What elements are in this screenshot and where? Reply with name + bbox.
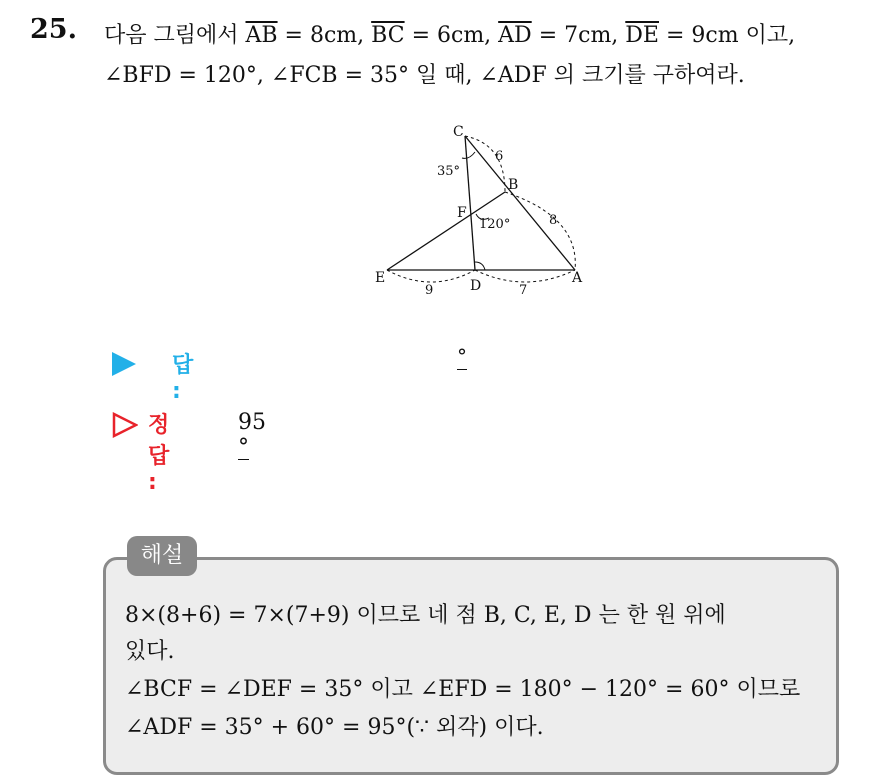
point-d-label: D bbox=[470, 278, 482, 294]
angle-mark-d bbox=[475, 262, 485, 270]
segment-ad-value: = 7cm, bbox=[531, 23, 626, 48]
point-f-label: F bbox=[457, 205, 467, 221]
dashed-arc-ed bbox=[387, 270, 475, 282]
correct-answer-label: 정답 : bbox=[148, 413, 170, 495]
geometry-svg bbox=[365, 122, 605, 297]
label-da-length: 7 bbox=[519, 283, 528, 297]
explanation-line: 8×(8+6) = 7×(7+9) 이므로 네 점 B, C, E, D 는 한 원 위에 bbox=[125, 603, 726, 628]
question-number: 25. bbox=[30, 14, 77, 45]
segment-bc: $\overline{BC}$ bbox=[371, 23, 405, 48]
segment-ab: $\overline{AB}$ bbox=[245, 23, 278, 48]
question-prefix: 다음 그림에서 bbox=[104, 23, 246, 48]
answer-blank-input[interactable]: ° bbox=[457, 344, 467, 368]
label-ba-length: 8 bbox=[549, 213, 558, 228]
label-angle-f: 120° bbox=[479, 217, 511, 232]
explanation-line: ∠ADF = 35° + 60° = 95°(∵ 외각) 이다. bbox=[125, 715, 544, 740]
label-angle-c: 35° bbox=[437, 164, 461, 179]
segment-ad: $\overline{AD}$ bbox=[498, 23, 532, 48]
label-bc-length: 6 bbox=[495, 149, 504, 164]
point-b-label: B bbox=[508, 177, 519, 193]
answer-label: 답 : bbox=[172, 353, 194, 404]
question-text-line2: ∠BFD = 120°, ∠FCB = 35° 일 때, ∠ADF 의 크기를 구하여라. bbox=[104, 63, 745, 88]
line-ca bbox=[465, 136, 575, 270]
label-ed-length: 9 bbox=[425, 283, 434, 297]
correct-arrow-icon bbox=[112, 412, 138, 438]
explanation-line: 있다. bbox=[125, 639, 175, 664]
correct-answer-value bbox=[238, 410, 266, 460]
line-cd bbox=[465, 136, 475, 270]
segment-bc-value: = 6cm, bbox=[404, 23, 499, 48]
question-text-line1 bbox=[104, 18, 795, 49]
segment-de-value: = 9cm 이고, bbox=[659, 23, 796, 48]
answer-arrow-icon bbox=[112, 352, 136, 376]
correct-answer-unit: ° bbox=[238, 435, 249, 460]
segment-ab-value: = 8cm, bbox=[277, 23, 372, 48]
geometry-figure bbox=[365, 122, 605, 297]
explanation-box bbox=[103, 557, 839, 775]
point-c-label: C bbox=[453, 124, 464, 140]
point-a-label: A bbox=[572, 270, 583, 286]
segment-de: $\overline{DE}$ bbox=[625, 23, 659, 48]
explanation-tag: 해설 bbox=[127, 536, 197, 576]
dashed-arc-bc bbox=[465, 136, 505, 192]
explanation-line: ∠BCF = ∠DEF = 35° 이고 ∠EFD = 180° − 120° = 60° 이므로 bbox=[125, 677, 801, 702]
point-e-label: E bbox=[375, 270, 386, 286]
dashed-arc-da bbox=[475, 270, 575, 282]
correct-answer-number: 95 bbox=[238, 410, 266, 435]
angle-mark-c bbox=[462, 152, 475, 158]
